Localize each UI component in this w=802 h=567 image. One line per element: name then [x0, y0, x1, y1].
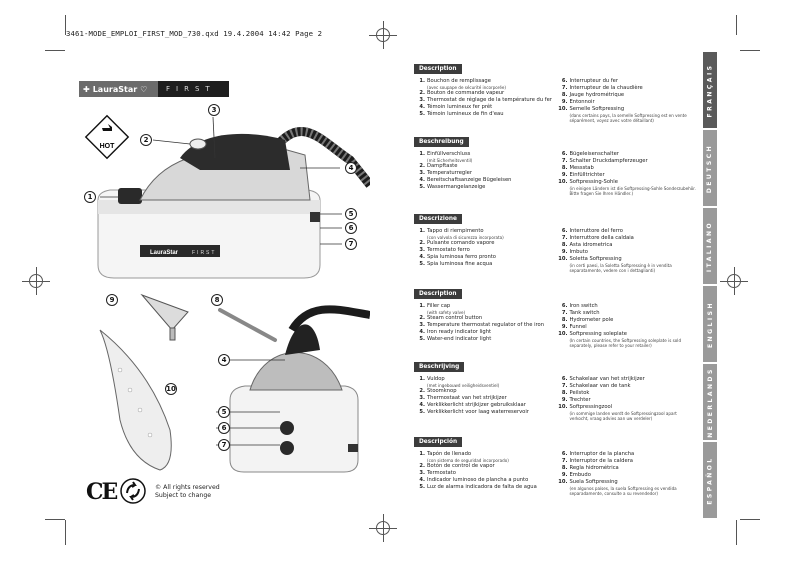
base-brand: LauraStar [150, 250, 179, 256]
part-item: 6. Iron switch [561, 303, 598, 309]
part-item: 9. Entonnoir [561, 99, 595, 105]
part-item: 8. Messstab [561, 165, 594, 171]
hot-warning-icon [86, 116, 128, 158]
part-item: 1. Tapón de llenado (con sistema de seguridad incorporado) [419, 451, 509, 463]
part-item: 4. Verklikkerlicht strijkijzer gebruiksklaar [419, 402, 526, 408]
part-item: 1. Einfüllverschluss (mit Sicherheitsventil) [419, 151, 473, 163]
part-item: 2. Stoomknop [419, 388, 457, 394]
part-item: 5. Water-end indicator light [419, 336, 492, 342]
part-item: 8. Peilstok [561, 390, 590, 396]
callout-7-detail: 7 [218, 439, 230, 451]
part-item: 6. Bügeleisenschalter [561, 151, 619, 157]
part-item: 4. Bereitschaftsanzeige Bügeleisen [419, 177, 512, 183]
callout-8: 8 [211, 294, 223, 306]
part-item: 3. Termostato [419, 470, 456, 476]
part-item: 5. Témoin lumineux de fin d'eau [419, 111, 504, 117]
recycle-icon [120, 478, 146, 504]
part-item: 3. Thermostat de réglage de la température du fer [419, 97, 552, 103]
part-item: 5. Spia luminosa fine acqua [419, 261, 493, 267]
part-item: 10. Soletta Softpressing (in certi paesi, la Soletta Softpressing è in vendita separatamente, vedere con i dettaglianti) [558, 256, 672, 273]
description-section [414, 205, 696, 273]
part-item: 6. Interruptor de la plancha [561, 451, 635, 457]
description-section [414, 280, 696, 348]
callout-7: 7 [345, 238, 357, 250]
part-item: 10. Softpressingzool (in sommige landen wordt de Softpressingzool apart verkocht, vraag advies aan uw verdeler) [558, 404, 677, 421]
part-item: 9. Einfülltrichter [561, 172, 605, 178]
part-item: 7. Tank switch [561, 310, 600, 316]
part-item: 10. Semelle Softpressing (dans certains pays, la semelle Softpressing est en vente séparément, voyez avec votre détaillant) [558, 106, 687, 123]
part-item: 8. Hydrometer pole [561, 317, 614, 323]
copyright: © All rights reserved Subject to change [155, 484, 220, 499]
section-title: Descrizione [414, 214, 462, 224]
part-item: 8. Asta idrometrica [561, 242, 613, 248]
part-item: 4. Iron ready indicator light [419, 329, 492, 335]
part-item: 2. Bouton de commande vapeur [419, 90, 505, 96]
part-item: 4. Indicador luminoso de plancha a punto [419, 477, 529, 483]
part-item: 2. Pulsante comando vapore [419, 240, 495, 246]
part-item: 6. Schakelaar van het strijkijzer [561, 376, 645, 382]
callout-6-detail: 6 [218, 422, 230, 434]
base-model: FIRST [192, 250, 217, 256]
language-tab[interactable]: ESPAÑOL [703, 442, 717, 518]
description-section [414, 128, 696, 196]
callout-3: 3 [208, 104, 220, 116]
callout-9: 9 [106, 294, 118, 306]
part-item: 8. Regla hidrométrica [561, 465, 619, 471]
part-item: 3. Temperature thermostat regulator of the iron [419, 322, 545, 328]
hot-label: HOT [99, 143, 115, 150]
part-item: 4. Spia luminosa ferro pronto [419, 254, 496, 260]
part-item: 2. Botón de control de vapor [419, 463, 495, 469]
part-item: 10. Softpressing-Sohle (in einigen Ländern ist die Softpressing-Sohle Sonderzubehör. Bitte fragen Sie Ihren Händler.) [558, 179, 696, 196]
part-item: 7. Schakelaar van de tank [561, 383, 631, 389]
part-item: 3. Termostato ferro [419, 247, 470, 253]
callout-4: 4 [345, 162, 357, 174]
heart-icon: ♡ [140, 84, 148, 94]
registration-mark [375, 520, 391, 536]
description-section [414, 55, 696, 123]
laurastar-logo: ✚ LauraStar ♡ FIRST [79, 81, 229, 97]
part-item: 10. Softpressing soleplate (In certain countries, the Softpressing soleplate is sold separately, please refer to your retailer) [558, 331, 682, 348]
part-item: 10. Suela Softpressing (en algunos países, la suela Softpressing es vendida separadamente, consulte a su revendedor) [558, 479, 677, 496]
part-item: 6. Interruttore del ferro [561, 228, 623, 234]
section-title: Beschreibung [414, 137, 469, 147]
part-item: 7. Schalter Druckdampferzeuger [561, 158, 648, 164]
language-tab[interactable]: DEUTSCH [703, 130, 717, 206]
part-item: 5. Wassermangelanzeige [419, 184, 486, 190]
part-item: 1. Filler cap (with safety valve) [419, 303, 466, 315]
registration-mark [375, 27, 391, 43]
part-item: 9. Funnel [561, 324, 587, 330]
part-item: 3. Temperaturregler [419, 170, 472, 176]
part-item: 1. Bouchon de remplissage (avec soupape de sécurité incorporée) [419, 78, 507, 90]
part-item: 5. Luz de alarma indicadora de falta de agua [419, 484, 537, 490]
part-item: 7. Interrupteur de la chaudière [561, 85, 643, 91]
registration-mark [28, 273, 44, 289]
part-item: 9. Trechter [561, 397, 591, 403]
registration-mark [726, 273, 742, 289]
callout-5: 5 [345, 208, 357, 220]
description-section [414, 353, 696, 421]
part-item: 9. Imbuto [561, 249, 588, 255]
part-item: 7. Interruttore della caldaia [561, 235, 634, 241]
callout-6: 6 [345, 222, 357, 234]
callout-10: 10 [165, 383, 177, 395]
part-item: 9. Embudo [561, 472, 591, 478]
part-item: 1. Tappo di riempimento (con valvola di sicurezza incorporata) [419, 228, 504, 240]
callout-1: 1 [84, 191, 96, 203]
ce-mark: CE [86, 479, 117, 505]
section-title: Description [414, 64, 462, 74]
part-item: 2. Steam control button [419, 315, 483, 321]
language-tab[interactable]: ITALIANO [703, 208, 717, 284]
part-item: 5. Verklikkerlicht voor laag waterreservoir [419, 409, 529, 415]
description-section [414, 428, 696, 496]
language-tab[interactable]: FRANÇAIS [703, 52, 717, 128]
section-title: Beschrijving [414, 362, 464, 372]
callout-4-detail: 4 [218, 354, 230, 366]
language-tab[interactable]: ENGLISH [703, 286, 717, 362]
callout-5-detail: 5 [218, 406, 230, 418]
part-item: 7. Interruptor de la caldera [561, 458, 633, 464]
part-item: 8. Jauge hydrométrique [561, 92, 625, 98]
part-item: 4. Témoin lumineux fer prêt [419, 104, 493, 110]
section-title: Descripción [414, 437, 462, 447]
language-tab[interactable]: NEDERLANDS [703, 364, 717, 440]
part-item: 3. Thermostaat van het strijkijzer [419, 395, 507, 401]
section-title: Description [414, 289, 462, 299]
plus-icon: ✚ [83, 84, 90, 94]
part-item: 6. Interrupteur du fer [561, 78, 618, 84]
file-header: 3461-MODE_EMPLOI_FIRST_MOD_730.qxd 19.4.2004 14:42 Page 2 [66, 29, 323, 38]
part-item: 1. Vuldop (met ingebouwd veiligheidsventiel) [419, 376, 500, 388]
callout-2: 2 [140, 134, 152, 146]
part-item: 2. Dampftaste [419, 163, 458, 169]
